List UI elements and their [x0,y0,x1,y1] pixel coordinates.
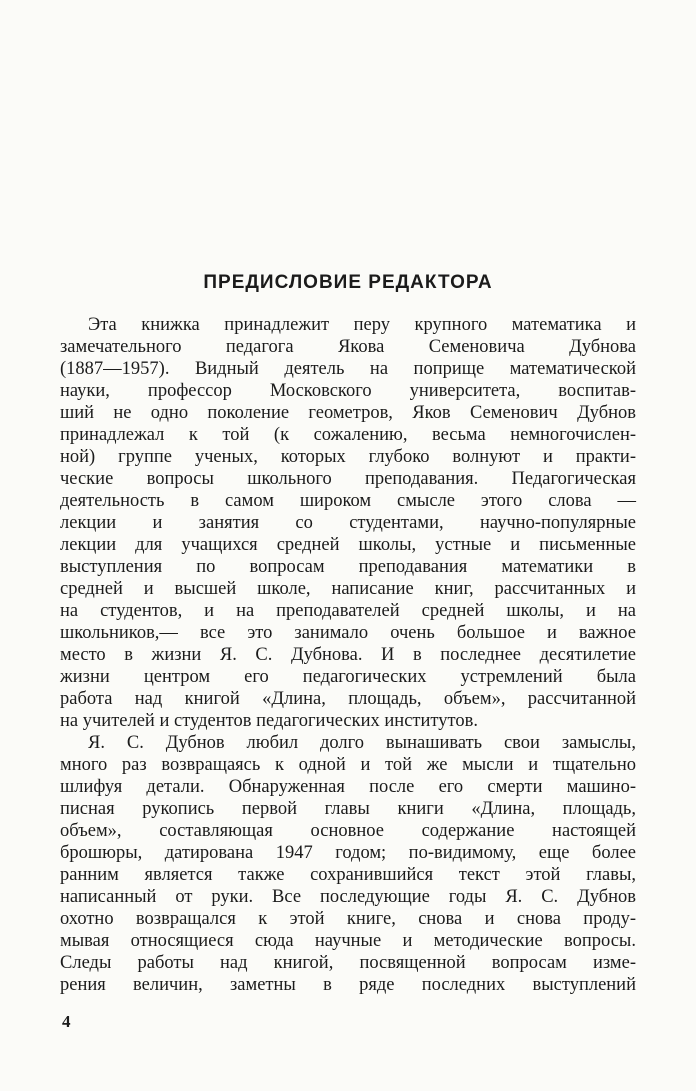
text-line: Эта книжка принадлежит перу крупного математика и [88,315,636,335]
text-line: Следы работы над книгой, посвященной вопросам изме- [60,953,636,973]
text-line: замечательного педагога Якова Семеновича Дубнова [60,337,636,357]
page-title: ПРЕДИСЛОВИЕ РЕДАКТОРА [203,272,493,293]
text-line: на студентов, и на преподавателей средней школы, и на [60,601,636,621]
text-line: школьников,— все это занимало очень большое и важное [60,623,636,643]
text-line: много раз возвращаясь к одной и той же мысли и тщательно [60,755,636,775]
text-line: деятельность в самом широком смысле этого слова — [60,491,636,511]
text-line: жизни центром его педагогических устремлений была [60,667,636,687]
text-line: ранним является также сохранившийся текст этой главы, [60,865,636,885]
body-text [60,314,636,996]
text-line: охотно возвращался к этой книге, снова и снова проду- [60,909,636,929]
text-line: писная рукопись первой главы книги «Длина, площадь, [60,799,636,819]
text-line: ший не одно поколение геометров, Яков Семенович Дубнов [60,403,636,423]
text-line: рения величин, заметны в ряде последних выступлений [60,975,636,995]
text-line: ческие вопросы школьного преподавания. Педагогическая [60,469,636,489]
text-line: принадлежал к той (к сожалению, весьма немногочислен- [60,425,636,445]
text-line: Я. С. Дубнов любил долго вынашивать свои замыслы, [88,733,636,753]
text-line: объем», составляющая основное содержание настоящей [60,821,636,841]
text-line: науки, профессор Московского университета, воспитав- [60,381,636,401]
text-line: работа над книгой «Длина, площадь, объем», рассчитанной [60,689,636,709]
text-line: место в жизни Я. С. Дубнова. И в последнее десятилетие [60,645,636,665]
text-line: мывая относящиеся сюда научные и методические вопросы. [60,931,636,951]
text-line: брошюры, датирована 1947 годом; по-видимому, еще более [60,843,636,863]
text-line: лекции для учащихся средней школы, устные и письменные [60,535,636,555]
text-line: шлифуя детали. Обнаруженная после его смерти машино- [60,777,636,797]
page-number: 4 [62,1012,71,1031]
text-line: ной) группе ученых, которых глубоко волнуют и практи- [60,447,636,467]
text-line: лекции и занятия со студентами, научно-популярные [60,513,636,533]
text-line: выступления по вопросам преподавания математики в [60,557,636,577]
text-line: написанный от руки. Все последующие годы Я. С. Дубнов [60,887,636,907]
text-line: (1887—1957). Видный деятель на поприще математической [60,359,636,379]
text-line: средней и высшей школе, написание книг, рассчитанных и [60,579,636,599]
text-line: на учителей и студентов педагогических институтов. [60,711,478,731]
